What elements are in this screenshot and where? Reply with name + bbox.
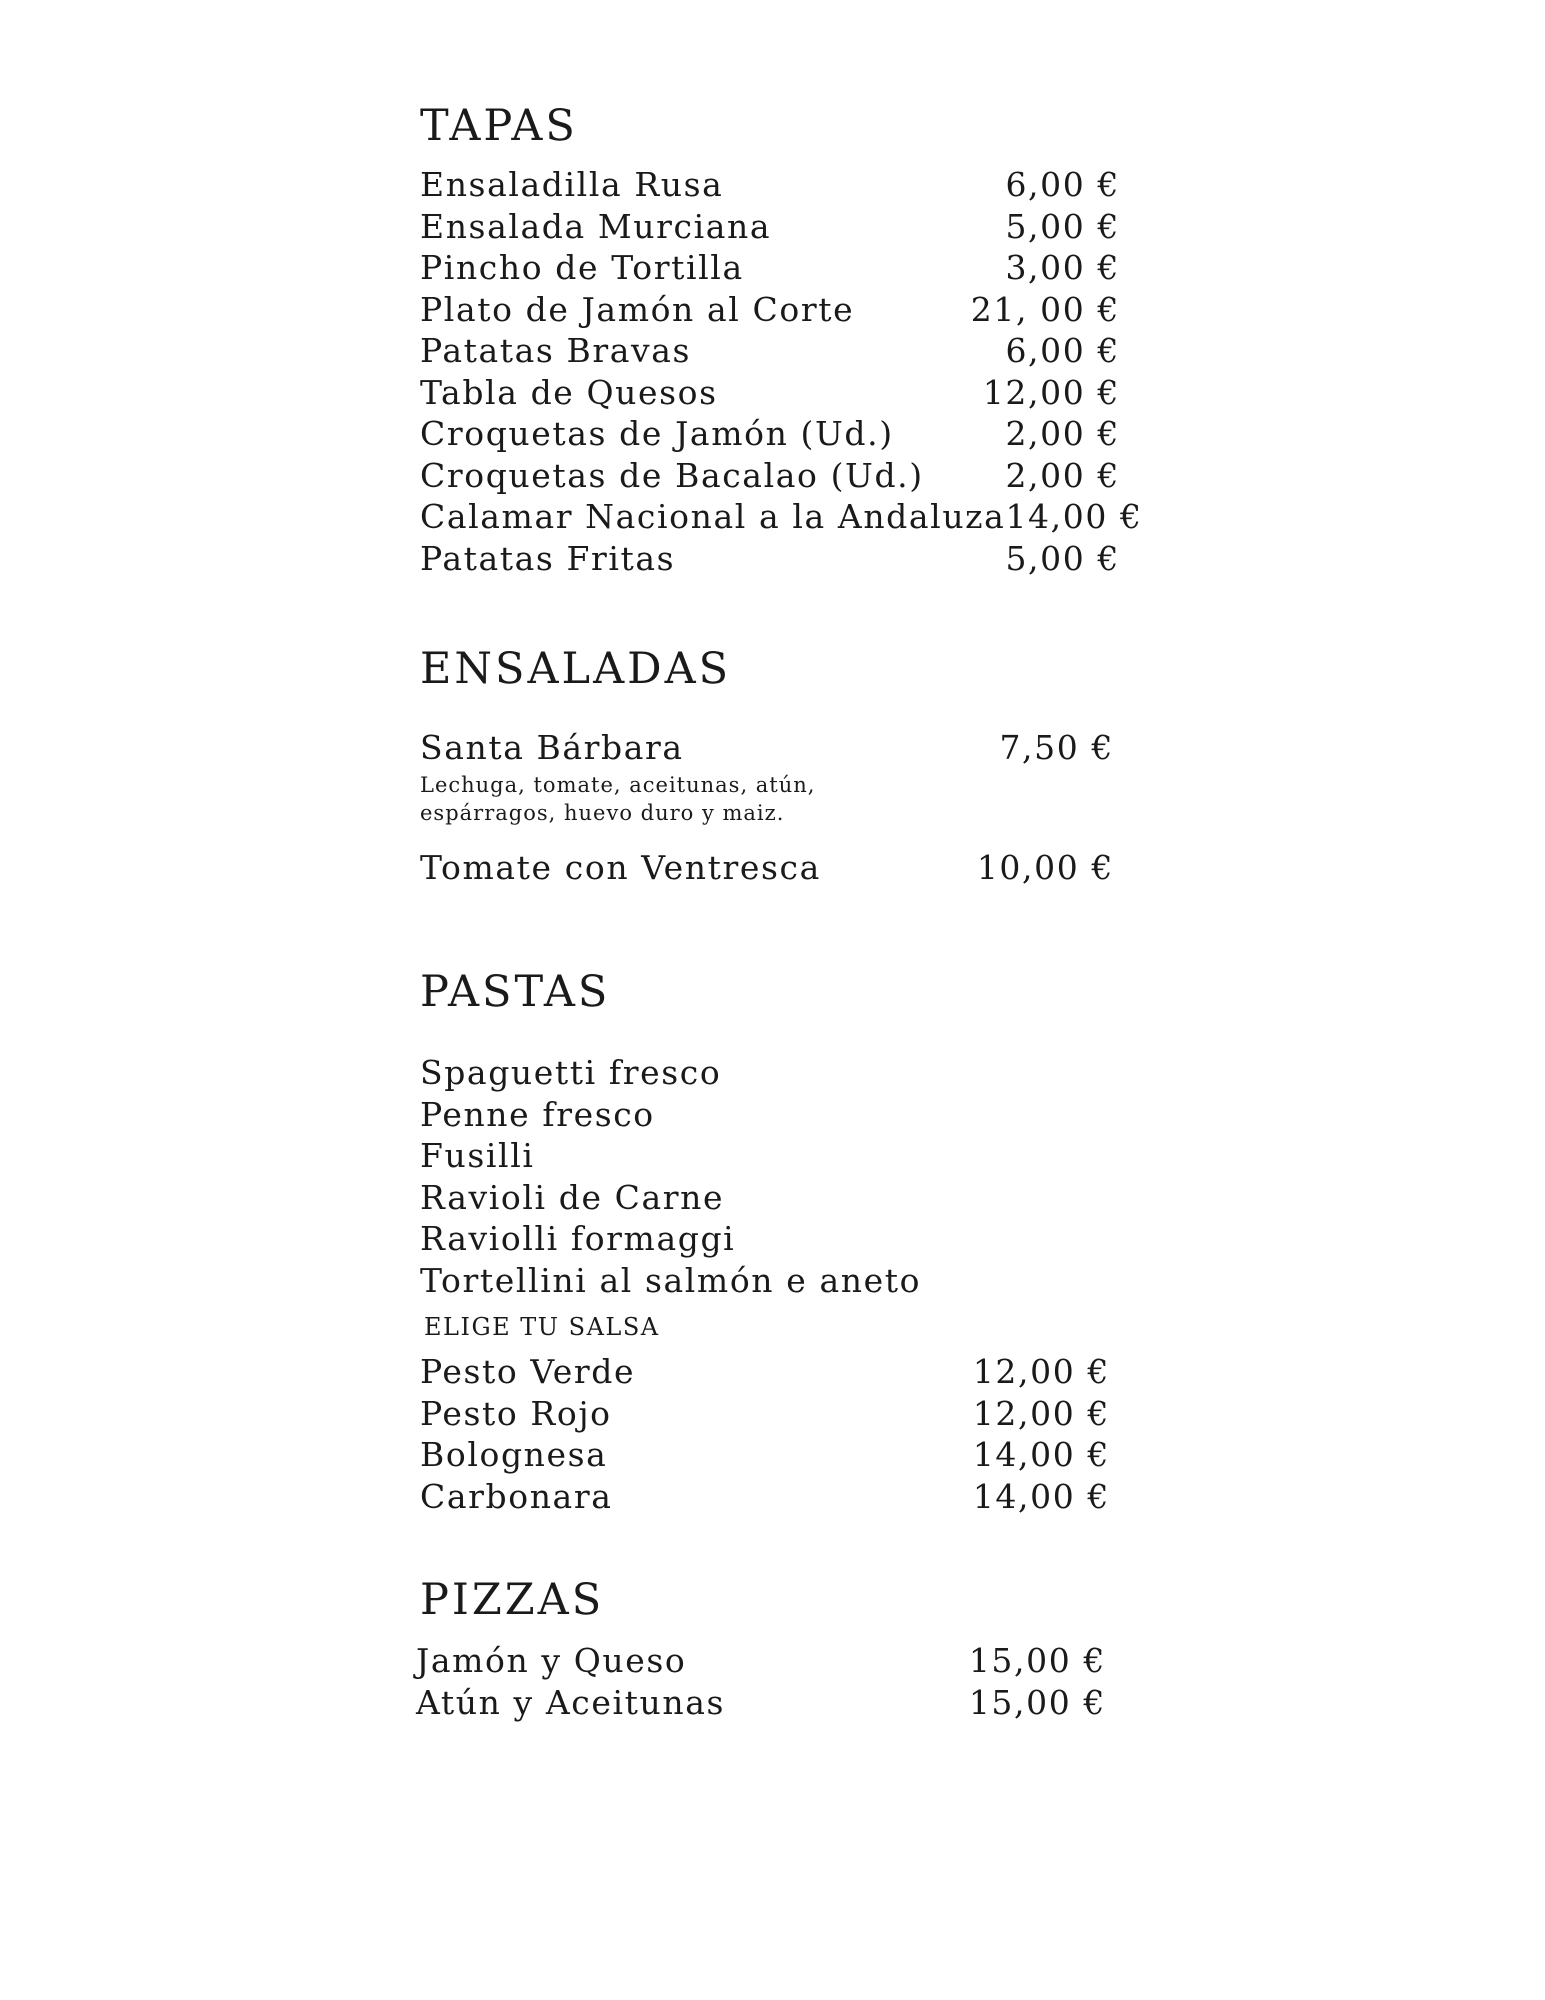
menu-item <box>420 289 1120 331</box>
section-title-pizzas: PIZZAS <box>420 1575 605 1625</box>
item-price: 7,50 € <box>999 728 1114 767</box>
item-name: Jamón y Queso <box>416 1641 687 1680</box>
menu-item <box>420 538 1120 580</box>
item-name: Croquetas de Jamón (Ud.) <box>420 414 894 453</box>
menu-item <box>420 847 1114 889</box>
item-price: 14,00 € <box>972 1435 1110 1474</box>
menu-page <box>416 98 1143 1723</box>
item-price: 12,00 € <box>982 372 1120 412</box>
item-name: Pesto Rojo <box>420 1393 612 1433</box>
sauce-heading: ELIGE TU SALSA <box>424 1313 660 1341</box>
menu-item <box>420 372 1120 414</box>
menu-item <box>420 1476 1110 1518</box>
ensaladas-list <box>420 727 1114 888</box>
item-name: Calamar Nacional a la Andaluza <box>420 497 1006 536</box>
menu-item <box>420 496 1143 538</box>
item-name: Santa Bárbara <box>420 728 684 767</box>
item-price: 6,00 € <box>1005 331 1120 370</box>
item-price: 21, 00 € <box>970 289 1120 329</box>
item-price: 2,00 € <box>1005 414 1120 453</box>
pastas-section <box>420 964 1120 1517</box>
item-name: Ensaladilla Rusa <box>420 165 724 204</box>
item-price: 12,00 € <box>972 1352 1110 1391</box>
item-price: 14,00 € <box>972 1476 1110 1516</box>
description-line: Lechuga, tomate, aceitunas, atún, <box>420 772 816 797</box>
description-line: espárragos, huevo duro y maiz. <box>420 800 785 825</box>
section-title-ensaladas: ENSALADAS <box>420 644 732 694</box>
item-price: 3,00 € <box>1005 248 1120 287</box>
menu-item <box>416 1640 1106 1682</box>
item-price: 2,00 € <box>1005 455 1120 495</box>
menu-item <box>416 1682 1106 1724</box>
item-name: Patatas Fritas <box>420 538 676 578</box>
sauces-list <box>420 1351 1110 1517</box>
item-price: 5,00 € <box>1005 206 1120 246</box>
menu-item <box>420 330 1120 372</box>
item-price: 15,00 € <box>968 1641 1106 1680</box>
item-name: Patatas Bravas <box>420 331 692 370</box>
pasta-types-list <box>420 1052 1120 1301</box>
pasta-type: Penne fresco <box>420 1094 655 1134</box>
pasta-type: Raviolli formaggi <box>420 1219 736 1258</box>
item-description <box>420 771 1114 827</box>
menu-item <box>420 413 1120 455</box>
menu-item <box>420 247 1120 289</box>
tapas-list <box>420 164 1143 579</box>
ensaladas-section <box>420 641 1120 888</box>
item-price: 5,00 € <box>1005 538 1120 578</box>
item-price: 15,00 € <box>968 1682 1106 1722</box>
item-name: Tomate con Ventresca <box>420 847 821 887</box>
pasta-type: Fusilli <box>420 1136 535 1175</box>
menu-item <box>420 1393 1110 1435</box>
item-name: Bolognesa <box>420 1435 608 1474</box>
pasta-type: Spaguetti fresco <box>420 1053 722 1092</box>
item-price: 10,00 € <box>976 847 1114 887</box>
menu-item <box>420 455 1120 497</box>
section-title-pastas: PASTAS <box>420 967 611 1017</box>
item-name: Atún y Aceitunas <box>416 1682 726 1722</box>
item-name: Carbonara <box>420 1476 613 1516</box>
menu-item <box>420 727 1114 769</box>
section-title-tapas: TAPAS <box>420 101 578 151</box>
tapas-section <box>420 98 1143 579</box>
pizzas-section <box>416 1572 1120 1723</box>
item-name: Ensalada Murciana <box>420 206 772 246</box>
item-name: Croquetas de Bacalao (Ud.) <box>420 455 924 495</box>
menu-item <box>420 206 1120 248</box>
item-name: Pincho de Tortilla <box>420 248 744 287</box>
item-price: 6,00 € <box>1005 165 1120 204</box>
pasta-type: Tortellini al salmón e aneto <box>420 1260 922 1300</box>
menu-item <box>420 1434 1110 1476</box>
pizzas-list <box>416 1640 1106 1723</box>
item-name: Tabla de Quesos <box>420 372 718 412</box>
item-name: Plato de Jamón al Corte <box>420 289 855 329</box>
item-name: Pesto Verde <box>420 1352 636 1391</box>
item-price: 12,00 € <box>972 1393 1110 1433</box>
menu-item <box>420 164 1120 206</box>
item-price: 14,00 € <box>1005 497 1143 536</box>
menu-item <box>420 1351 1110 1393</box>
pasta-type: Ravioli de Carne <box>420 1177 725 1217</box>
